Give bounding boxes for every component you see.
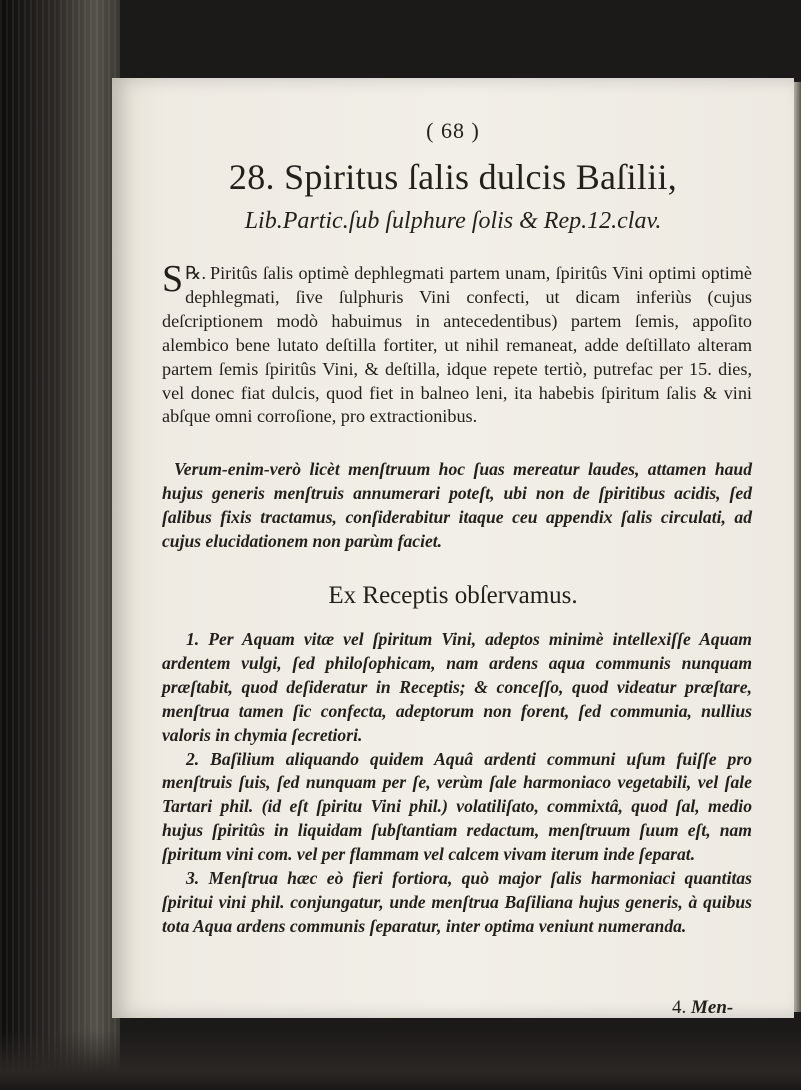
observation-item: 1. Per Aquam vitæ vel ſpiritum Vini, adeptos minimè intellexiſſe Aquam ardentem vulgi, ſed philoſophicam, nam ardens aqua communis nunquam præſtabit, quod deſideratur in Receptis; & conceſſo, quod videatur præſtare, menſtrua tamen ſic confecta, adeptorum non forent, ſed communia, nullius valoris in chymia ſecretiori. [162,629,752,745]
recipe-symbol: ℞. [185,263,206,283]
recipe-paragraph [162,258,752,429]
observations-list [162,628,752,939]
recipe-text: Piritûs ſalis optimè dephlegmati partem unam, ſpiritûs Vini optimi optimè dephlegmati, ſive ſulphuris Vini confecti, ut dicam inferiùs (cujus deſcriptionem modò habuimus in antecedentibus) partem ſemis, appoſito alembico bene lutato deſtilla fortiter, ut nihil remaneat, adde deſtillato alteram partem ſemis ſpiritûs Vini, & deſtilla, idque repete tertiò, putrefac per 15. dies, vel donec fiat dulcis, quod fiet in balneo leni, ita habebis ſpiritum ſalis & vini abſque omni corroſione, pro extractionibus. [162,263,752,427]
catchword-text: Men- [691,997,734,1018]
section-title: 28. Spiritus ſalis dulcis Baſilii, [228,157,678,197]
note-paragraph: Verum-enim-verò licèt menſtruum hoc ſuas mereatur laudes, attamen haud hujus generis menſtruis annumerari poteſt, ubi non de ſpiritibus acidis, ſed ſalibus fixis tractamus, conſiderabitur itaque ceu appendix ſalis circulati, ad cujus elucidationem non parùm faciet. [162,459,752,551]
page-number: ( 68 ) [426,118,480,143]
catchword-number: 4. [672,997,687,1018]
book-binding [0,0,120,1090]
observation-item: 2. Baſilium aliquando quidem Aquâ ardenti communi uſum fuiſſe pro menſtruis ſuis, ſed nunquam per ſe, verùm ſale harmoniaco vegetabili, vel ſale Tartari phil. (id eſt ſpiritu Vini phil.) volatiliſato, commixtâ, quod ſal, medio hujus ſpiritûs in liquidam ſubſtantiam redactum, menſtruum ſuum eſt, nam ſpiritum vini com. vel per flammam vel calcem vivam iterum inde ſeparat. [162,748,752,865]
catchword [672,997,733,1019]
observations-heading: Ex Receptis obſervamus. [328,582,578,609]
section-subtitle: Lib.Partic.ſub ſulphure ſolis & Rep.12.clav. [244,208,662,234]
drop-cap: S [162,258,184,300]
observation-item: 3. Menſtrua hæc eò fieri fortiora, quò major ſalis harmoniaci quantitas ſpiritui vini phil. conjungatur, unde menſtrua Baſiliana hujus generis, à quibus tota Aqua ardens communis ſeparatur, inter optima veniunt numeranda. [162,868,752,936]
book-page [112,78,794,1018]
page-shadow [0,1030,801,1090]
